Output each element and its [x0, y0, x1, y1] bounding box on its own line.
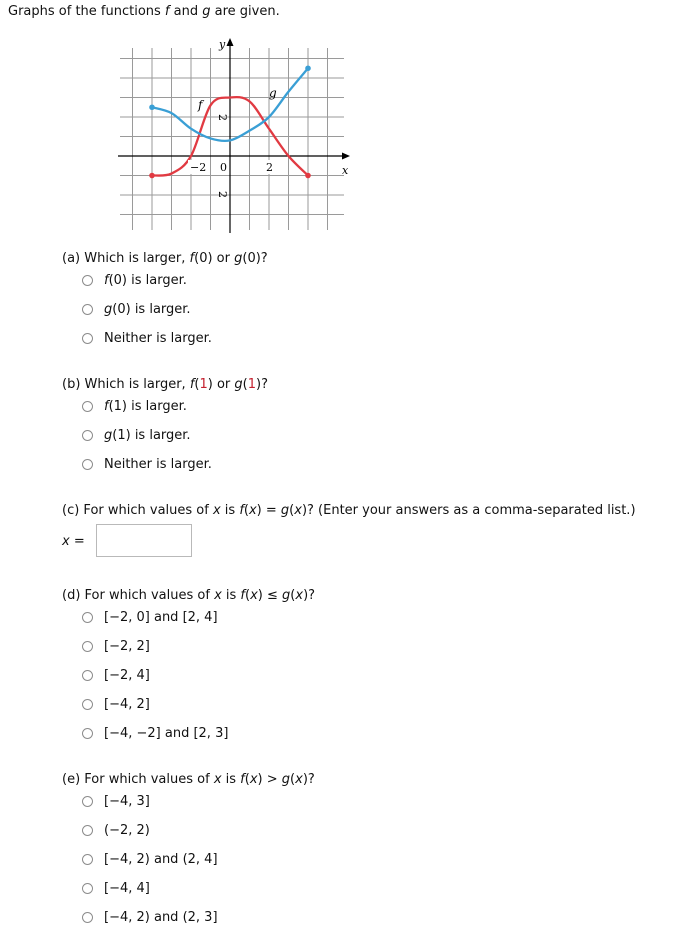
f-start-point [149, 173, 155, 179]
g-start-point [149, 104, 155, 110]
radio-button[interactable] [82, 854, 93, 865]
y-axis-label: y [219, 38, 226, 51]
option-e-5[interactable]: [−4, 2) and (2, 3] [82, 910, 218, 925]
f-end-point [305, 173, 311, 179]
radio-button[interactable] [82, 304, 93, 315]
x-axis [118, 153, 350, 160]
option-b-1[interactable]: f (1) is larger. [82, 399, 187, 414]
radio-button[interactable] [82, 912, 93, 923]
radio-button[interactable] [82, 459, 93, 470]
g-curve-label: g [269, 86, 277, 100]
radio-button[interactable] [82, 275, 93, 286]
function-graph [118, 38, 358, 233]
option-b-2[interactable]: g (1) is larger. [82, 428, 191, 443]
question-d: (d) For which values of x is f(x) ≤ g(x)? [62, 588, 316, 603]
option-d-4[interactable]: [−4, 2] [82, 697, 150, 712]
f-curve-label: f [198, 98, 203, 112]
y-axis [227, 38, 234, 233]
answer-label: x = [62, 534, 85, 549]
option-d-3[interactable]: [−2, 4] [82, 668, 150, 683]
option-e-1[interactable]: [−4, 3] [82, 794, 150, 809]
radio-button[interactable] [82, 612, 93, 623]
radio-button[interactable] [82, 641, 93, 652]
tick-label-zero: 0 [220, 161, 227, 174]
radio-button[interactable] [82, 825, 93, 836]
question-a: (a) Which is larger, f(0) or g(0)? [62, 251, 268, 266]
tick-label-neg2: −2 [190, 161, 207, 174]
option-a-3[interactable]: Neither is larger. [82, 331, 212, 346]
tick-label-y2: 2 [216, 114, 229, 121]
option-e-2[interactable]: (−2, 2) [82, 823, 150, 838]
radio-button[interactable] [82, 670, 93, 681]
question-c: (c) For which values of x is f(x) = g(x)? (Enter your answers as a comma-separated list.) [62, 503, 636, 518]
g-end-point [305, 65, 311, 71]
radio-button[interactable] [82, 699, 93, 710]
radio-button[interactable] [82, 430, 93, 441]
option-e-4[interactable]: [−4, 4] [82, 881, 150, 896]
option-a-1[interactable]: f (0) is larger. [82, 273, 187, 288]
option-d-2[interactable]: [−2, 2] [82, 639, 150, 654]
tick-label-x2: 2 [266, 161, 273, 174]
intro-text: Graphs of the functions f and g are given. [8, 4, 280, 19]
radio-button[interactable] [82, 796, 93, 807]
radio-button[interactable] [82, 333, 93, 344]
question-b: (b) Which is larger, f(1) or g(1)? [62, 377, 269, 392]
radio-button[interactable] [82, 401, 93, 412]
option-d-1[interactable]: [−2, 0] and [2, 4] [82, 610, 218, 625]
option-e-3[interactable]: [−4, 2) and (2, 4] [82, 852, 218, 867]
option-a-2[interactable]: g (0) is larger. [82, 302, 191, 317]
radio-button[interactable] [82, 883, 93, 894]
x-axis-label: x [342, 164, 349, 177]
answer-input[interactable] [96, 524, 192, 557]
question-e: (e) For which values of x is f(x) > g(x)? [62, 772, 315, 787]
option-d-5[interactable]: [−4, −2] and [2, 3] [82, 726, 228, 741]
radio-button[interactable] [82, 728, 93, 739]
option-b-3[interactable]: Neither is larger. [82, 457, 212, 472]
tick-label-yneg2: 2 [216, 191, 229, 198]
